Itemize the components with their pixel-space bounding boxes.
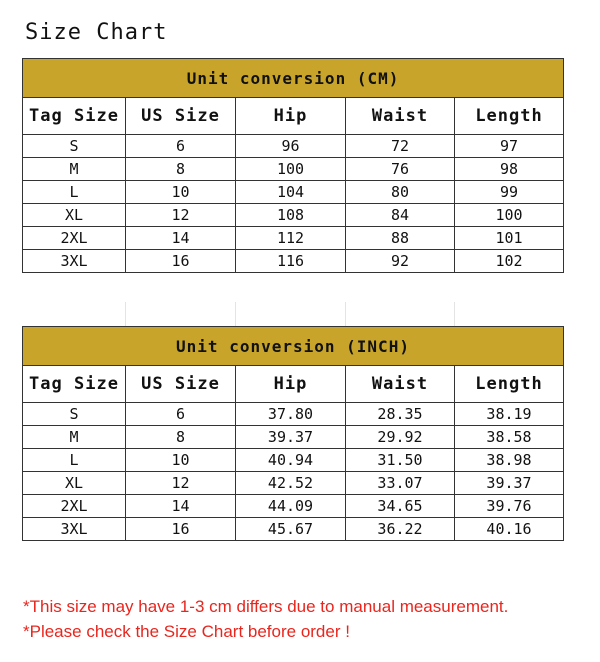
table-cell: 16 [126, 250, 236, 273]
table-cell: 2XL [23, 227, 126, 250]
table-row [23, 250, 564, 273]
table-cell: M [23, 158, 126, 181]
column-header-length: Length [455, 98, 564, 135]
table-cell: S [23, 403, 126, 426]
table-cell: 33.07 [346, 472, 455, 495]
size-table-cm [22, 58, 564, 273]
table-cell: 12 [126, 204, 236, 227]
table-row [23, 472, 564, 495]
table-cell: L [23, 449, 126, 472]
column-header-length: Length [455, 366, 564, 403]
table-cell: 31.50 [346, 449, 455, 472]
table-cell: 6 [126, 135, 236, 158]
column-header-tag-size: Tag Size [23, 98, 126, 135]
table-row [23, 181, 564, 204]
column-header-us-size: US Size [126, 98, 236, 135]
column-header-us-size: US Size [126, 366, 236, 403]
table-cell: 98 [455, 158, 564, 181]
column-header-waist: Waist [346, 98, 455, 135]
table-cell: 108 [236, 204, 346, 227]
table-cell: XL [23, 204, 126, 227]
table-cell: 102 [455, 250, 564, 273]
table-header-band: Unit conversion (CM) [23, 59, 564, 98]
table-row [23, 449, 564, 472]
table-cell: 3XL [23, 518, 126, 541]
page-title: Size Chart [25, 20, 168, 45]
table-cell: 34.65 [346, 495, 455, 518]
table-cell: 76 [346, 158, 455, 181]
table-cell: 104 [236, 181, 346, 204]
table-cell: 10 [126, 181, 236, 204]
note-line: *This size may have 1-3 cm differs due to manual measurement. [23, 597, 509, 616]
size-table-inch [22, 326, 564, 541]
table-cell: 112 [236, 227, 346, 250]
table-cell: 101 [455, 227, 564, 250]
table-cell: 38.19 [455, 403, 564, 426]
table-spacer [22, 302, 563, 326]
table-cell: 10 [126, 449, 236, 472]
table-cell: 39.37 [455, 472, 564, 495]
table-cell: 96 [236, 135, 346, 158]
table-cell: 84 [346, 204, 455, 227]
table-cell: 100 [455, 204, 564, 227]
table-cell: 40.94 [236, 449, 346, 472]
table-row [23, 403, 564, 426]
table-cell: 44.09 [236, 495, 346, 518]
table-row [23, 495, 564, 518]
table-header-band: Unit conversion (INCH) [23, 327, 564, 366]
table-row [23, 518, 564, 541]
table-row [23, 204, 564, 227]
table-cell: 3XL [23, 250, 126, 273]
table-cell: M [23, 426, 126, 449]
table-cell: XL [23, 472, 126, 495]
table-row [23, 227, 564, 250]
notes [23, 594, 508, 644]
table-cell: 14 [126, 227, 236, 250]
table-cell: 16 [126, 518, 236, 541]
column-header-hip: Hip [236, 98, 346, 135]
table-cell: 99 [455, 181, 564, 204]
table-cell: L [23, 181, 126, 204]
table-cell: 92 [346, 250, 455, 273]
table-row [23, 135, 564, 158]
table-cell: 39.76 [455, 495, 564, 518]
table-cell: 38.58 [455, 426, 564, 449]
column-header-hip: Hip [236, 366, 346, 403]
table-cell: 37.80 [236, 403, 346, 426]
table-cell: 72 [346, 135, 455, 158]
table-cell: 38.98 [455, 449, 564, 472]
table-cell: 42.52 [236, 472, 346, 495]
table-cell: 14 [126, 495, 236, 518]
column-header-tag-size: Tag Size [23, 366, 126, 403]
table-cell: 88 [346, 227, 455, 250]
table-cell: S [23, 135, 126, 158]
table-cell: 36.22 [346, 518, 455, 541]
table-cell: 116 [236, 250, 346, 273]
table-cell: 39.37 [236, 426, 346, 449]
table-cell: 100 [236, 158, 346, 181]
table-cell: 8 [126, 158, 236, 181]
table-row [23, 426, 564, 449]
table-cell: 45.67 [236, 518, 346, 541]
table-row [23, 158, 564, 181]
table-cell: 97 [455, 135, 564, 158]
note-line: *Please check the Size Chart before order ! [23, 622, 350, 641]
table-cell: 12 [126, 472, 236, 495]
table-cell: 6 [126, 403, 236, 426]
table-cell: 29.92 [346, 426, 455, 449]
table-cell: 2XL [23, 495, 126, 518]
table-cell: 8 [126, 426, 236, 449]
column-header-waist: Waist [346, 366, 455, 403]
table-cell: 28.35 [346, 403, 455, 426]
table-cell: 80 [346, 181, 455, 204]
table-cell: 40.16 [455, 518, 564, 541]
